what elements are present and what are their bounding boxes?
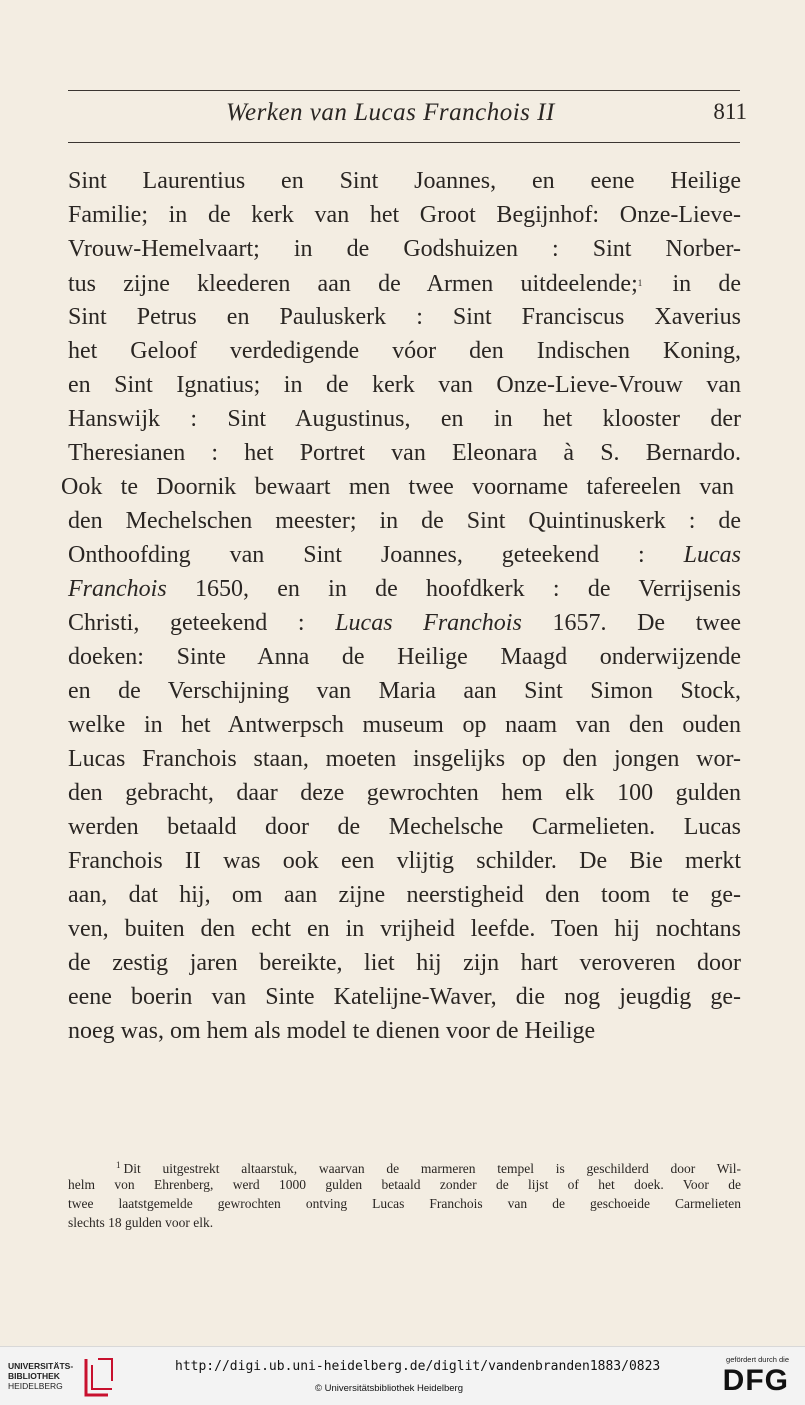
text-line	[68, 164, 741, 198]
permalink-url[interactable]: http://digi.ub.uni-heidelberg.de/diglit/vandenbranden1883/0823	[175, 1359, 661, 1374]
text-run: en de Verschijning van Maria aan Sint Simon Stock,	[68, 678, 741, 704]
text-line	[68, 810, 741, 844]
body-text	[61, 164, 742, 1048]
funding-note: gefördert durch die	[726, 1355, 789, 1364]
italic-text: Franchois	[68, 576, 167, 602]
text-run: Vrouw-Hemelvaart; in de Godshuizen : Sint Norber-	[68, 236, 741, 262]
text-run: de zestig jaren bereikte, liet hij zijn hart veroveren door	[68, 950, 741, 976]
text-line	[68, 1014, 741, 1048]
text-run: eene boerin van Sinte Katelijne-Waver, die nog jeugdig ge-	[68, 984, 741, 1010]
footnote-text: Dit uitgestrekt altaarstuk, waarvan de marmeren tempel is geschilderd door Wil-	[123, 1161, 741, 1176]
text-run: Theresianen : het Portret van Eleonara à S. Bernardo.	[68, 440, 741, 466]
text-line	[68, 878, 741, 912]
text-line	[68, 640, 741, 674]
italic-text: Lucas	[683, 542, 741, 568]
footnote-line	[68, 1194, 741, 1213]
text-run: in de	[645, 271, 741, 297]
text-line	[68, 266, 741, 300]
text-run: ven, buiten den echt en in vrijheid leefde. Toen hij nochtans	[68, 916, 741, 942]
text-run: Familie; in de kerk van het Groot Begijnhof: Onze-Lieve-	[68, 202, 741, 228]
text-run: aan, dat hij, om aan zijne neerstigheid den toom te ge-	[68, 882, 741, 908]
text-run: Franchois II was ook een vlijtig schilder. De Bie merkt	[68, 848, 741, 874]
footnote-line	[68, 1156, 741, 1175]
text-run: Sint Petrus en Pauluskerk : Sint Franciscus Xaverius	[68, 304, 741, 330]
text-run: Onthoofding van Sint Joannes, geteekend :	[68, 542, 684, 568]
text-run: tus zijne kleederen aan de Armen uitdeelende;	[68, 271, 638, 297]
footnote-text: helm von Ehrenberg, werd 1000 gulden betaald zonder de lijst of het doek. Voor de	[68, 1177, 741, 1192]
copyright-notice: © Universitätsbibliothek Heidelberg	[315, 1383, 463, 1394]
text-line	[68, 946, 741, 980]
viewer-footer	[0, 1346, 805, 1405]
text-line	[68, 776, 741, 810]
library-line: HEIDELBERG	[8, 1381, 63, 1391]
text-run: noeg was, om hem als model te dienen voor de Heilige	[68, 1018, 596, 1044]
text-line	[68, 674, 741, 708]
library-line: BIBLIOTHEK	[8, 1371, 60, 1381]
footnote-reference: 1	[637, 278, 643, 288]
library-logo-icon	[82, 1355, 114, 1399]
text-run: 1650, en in de hoofdkerk : de Verrijsenis	[166, 576, 741, 602]
library-logo-text	[8, 1361, 80, 1391]
footnote-line	[68, 1175, 741, 1194]
text-line	[68, 334, 741, 368]
text-line	[68, 606, 741, 640]
text-line	[68, 708, 741, 742]
text-line	[68, 742, 741, 776]
text-line	[68, 198, 741, 232]
text-run: Christi, geteekend :	[68, 610, 336, 636]
footnote-marker: 1	[116, 1160, 121, 1170]
text-line	[61, 470, 734, 504]
text-line	[68, 232, 741, 266]
text-run: Ook te Doornik bewaart men twee voorname tafereelen van	[61, 474, 734, 500]
footnote-line	[68, 1213, 741, 1232]
text-run: Lucas Franchois staan, moeten insgelijks op den jongen wor-	[68, 746, 741, 772]
text-run: welke in het Antwerpsch museum op naam van den ouden	[68, 712, 741, 738]
header-rule-top	[68, 90, 740, 91]
footnote-text: slechts 18 gulden voor elk.	[68, 1215, 214, 1230]
text-line	[68, 912, 741, 946]
dfg-logo: DFG	[722, 1364, 789, 1397]
library-line: UNIVERSITÄTS-	[8, 1361, 74, 1371]
text-run: den gebracht, daar deze gewrochten hem elk 100 gulden	[68, 780, 741, 806]
footnote-text: twee laatstgemelde gewrochten ontving Lucas Franchois van de geschoeide Carmelieten	[68, 1196, 741, 1211]
text-run: den Mechelschen meester; in de Sint Quintinuskerk : de	[68, 508, 741, 534]
text-run: Hanswijk : Sint Augustinus, en in het klooster der	[68, 406, 741, 432]
text-run: Sint Laurentius en Sint Joannes, en eene Heilige	[68, 168, 741, 194]
text-line	[68, 572, 741, 606]
italic-text: Lucas Franchois	[335, 610, 522, 636]
text-run: het Geloof verdedigende vóor den Indischen Koning,	[68, 338, 741, 364]
text-run: doeken: Sinte Anna de Heilige Maagd onderwijzende	[68, 644, 741, 670]
text-line	[68, 844, 741, 878]
text-run: werden betaald door de Mechelsche Carmelieten. Lucas	[68, 814, 741, 840]
header-rule-bottom	[68, 142, 740, 143]
text-line	[68, 504, 741, 538]
text-line	[68, 538, 741, 572]
footnote	[68, 1156, 741, 1232]
running-title: Werken van Lucas Franchois II	[226, 99, 555, 126]
text-line	[68, 402, 741, 436]
text-line	[68, 436, 741, 470]
text-run: 1657. De twee	[521, 610, 742, 636]
text-line	[68, 300, 741, 334]
page-number: 811	[713, 99, 747, 124]
text-line	[68, 368, 741, 402]
text-run: en Sint Ignatius; in de kerk van Onze-Lieve-Vrouw van	[68, 372, 741, 398]
text-line	[68, 980, 741, 1014]
